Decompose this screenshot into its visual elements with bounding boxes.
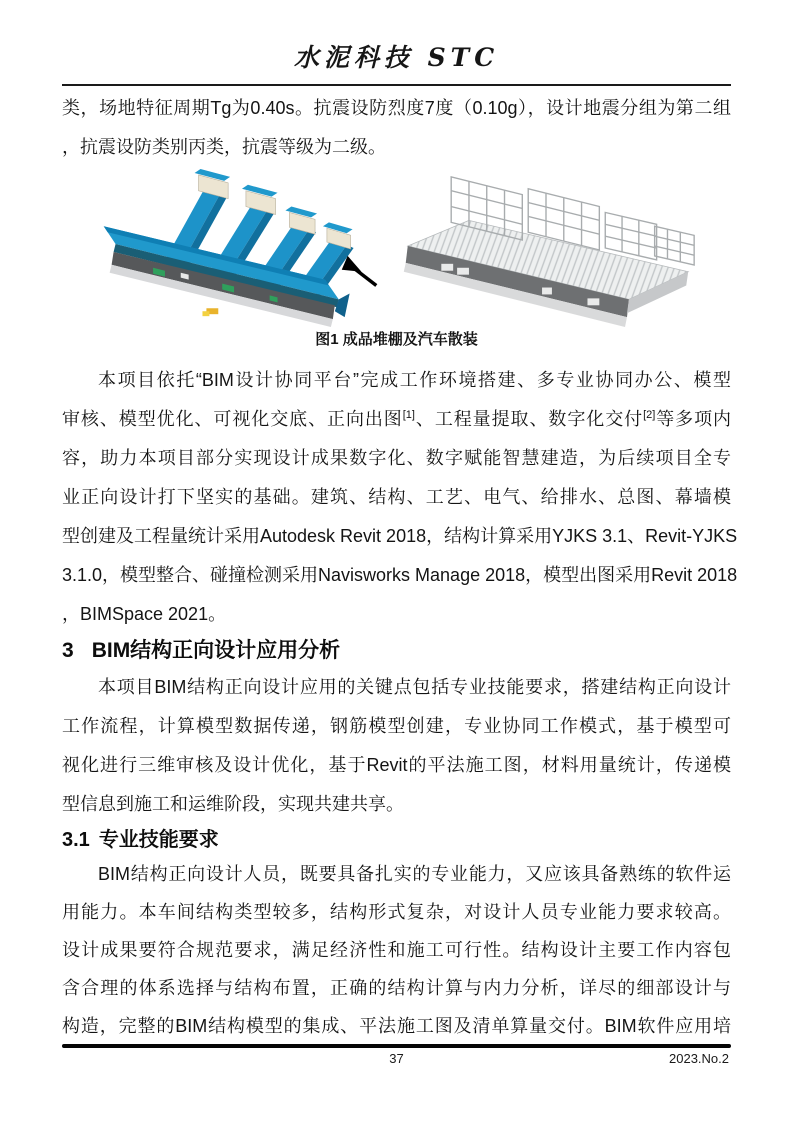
section-number: 3: [62, 639, 74, 662]
text-line: 3.1.0，模型整合、碰撞检测采用Navisworks Manage 2018，模型出图采用Revit 2018: [62, 565, 738, 585]
section-number: 3.1: [62, 829, 90, 851]
page-number: 37: [389, 1051, 404, 1066]
text-line: ，BIMSpace 2021。: [62, 604, 227, 624]
footer-divider: [62, 1044, 731, 1048]
paragraph-seismic: [62, 89, 731, 167]
text-line: 容，助力本项目部分实现设计成果数字化、数字赋能智慧建造，为后续项目全专: [62, 448, 731, 468]
text-segment: 等多项内: [655, 409, 732, 429]
footer-row: [62, 1051, 731, 1069]
figure1-rendered-blue-model-image: [94, 169, 386, 329]
paragraph-section3: [62, 668, 731, 824]
annotation-arrow-icon: [341, 256, 376, 286]
journal-title: 水泥科技 STC: [293, 43, 500, 72]
citation-1: [1]: [402, 409, 415, 421]
page-header: [62, 42, 731, 86]
yellow-loader: [202, 308, 218, 316]
text-line: 含合理的体系选择与结构布置，正确的结构计算与内力分析，详尽的细部设计与: [62, 978, 731, 998]
paragraph-skills: [62, 855, 731, 1045]
citation-2: [2]: [643, 409, 656, 421]
text-line: 型信息到施工和运维阶段，实现共建共享。: [62, 794, 404, 814]
text-line: ，抗震设防类别丙类，抗震等级为二级。: [62, 137, 386, 157]
text-line: 本项目BIM结构正向设计应用的关键点包括专业技能要求，搭建结构正向设计: [98, 677, 731, 697]
text-line: 构造，完整的BIM结构模型的集成、平法施工图及清单算量交付。BIM软件应用培: [62, 1016, 731, 1036]
text-line: 型创建及工程量统计采用Autodesk Revit 2018，结构计算采用YJKS 3.1、Revit-YJKS: [62, 526, 738, 546]
header-divider: [62, 84, 731, 86]
figure1-wireframe-gray-model-image: [392, 169, 700, 329]
section-3-1-heading: [62, 828, 731, 853]
text-line: 视化进行三维审核及设计优化，基于Revit的平法施工图，材料用量统计，传递模: [62, 755, 731, 775]
figure-1-caption: 图1 成品堆棚及汽车散装: [315, 331, 478, 348]
figure-1-images: [62, 169, 731, 329]
section-title: BIM结构正向设计应用分析: [91, 639, 341, 662]
figure-1: [62, 169, 731, 351]
section-title: 专业技能要求: [98, 829, 219, 851]
text-line: 用能力。本车间结构类型较多，结构形式复杂，对设计人员专业能力要求较高。: [62, 902, 731, 922]
page-content: [62, 0, 738, 1045]
section-3-heading: [62, 638, 731, 664]
text-segment: 审核、模型优化、可视化交底、正向出图: [62, 409, 403, 429]
paragraph-bim-platform: [62, 361, 738, 634]
text-line: 类，场地特征周期Tg为0.40s。抗震设防烈度7度（0.10g），设计地震分组为第二组: [62, 98, 731, 118]
text-line: 设计成果要符合规范要求，满足经济性和施工可行性。结构设计主要工作内容包: [62, 940, 731, 960]
issue-number: 2023.No.2: [669, 1051, 729, 1066]
text-line: [62, 400, 731, 439]
text-line: 本项目依托“BIM设计协同平台”完成工作环境搭建、多专业协同办公、模型: [98, 370, 731, 390]
text-line: BIM结构正向设计人员，既要具备扎实的专业能力，又应该具备熟练的软件运: [98, 864, 731, 884]
text-line: 工作流程，计算模型数据传递，钢筋模型创建，专业协同工作模式，基于模型可: [62, 716, 731, 736]
page-footer: [62, 1044, 731, 1069]
text-line: 业正向设计打下坚实的基础。建筑、结构、工艺、电气、给排水、总图、幕墙模: [62, 487, 731, 507]
text-segment: 、工程量提取、数字化交付: [414, 409, 644, 429]
